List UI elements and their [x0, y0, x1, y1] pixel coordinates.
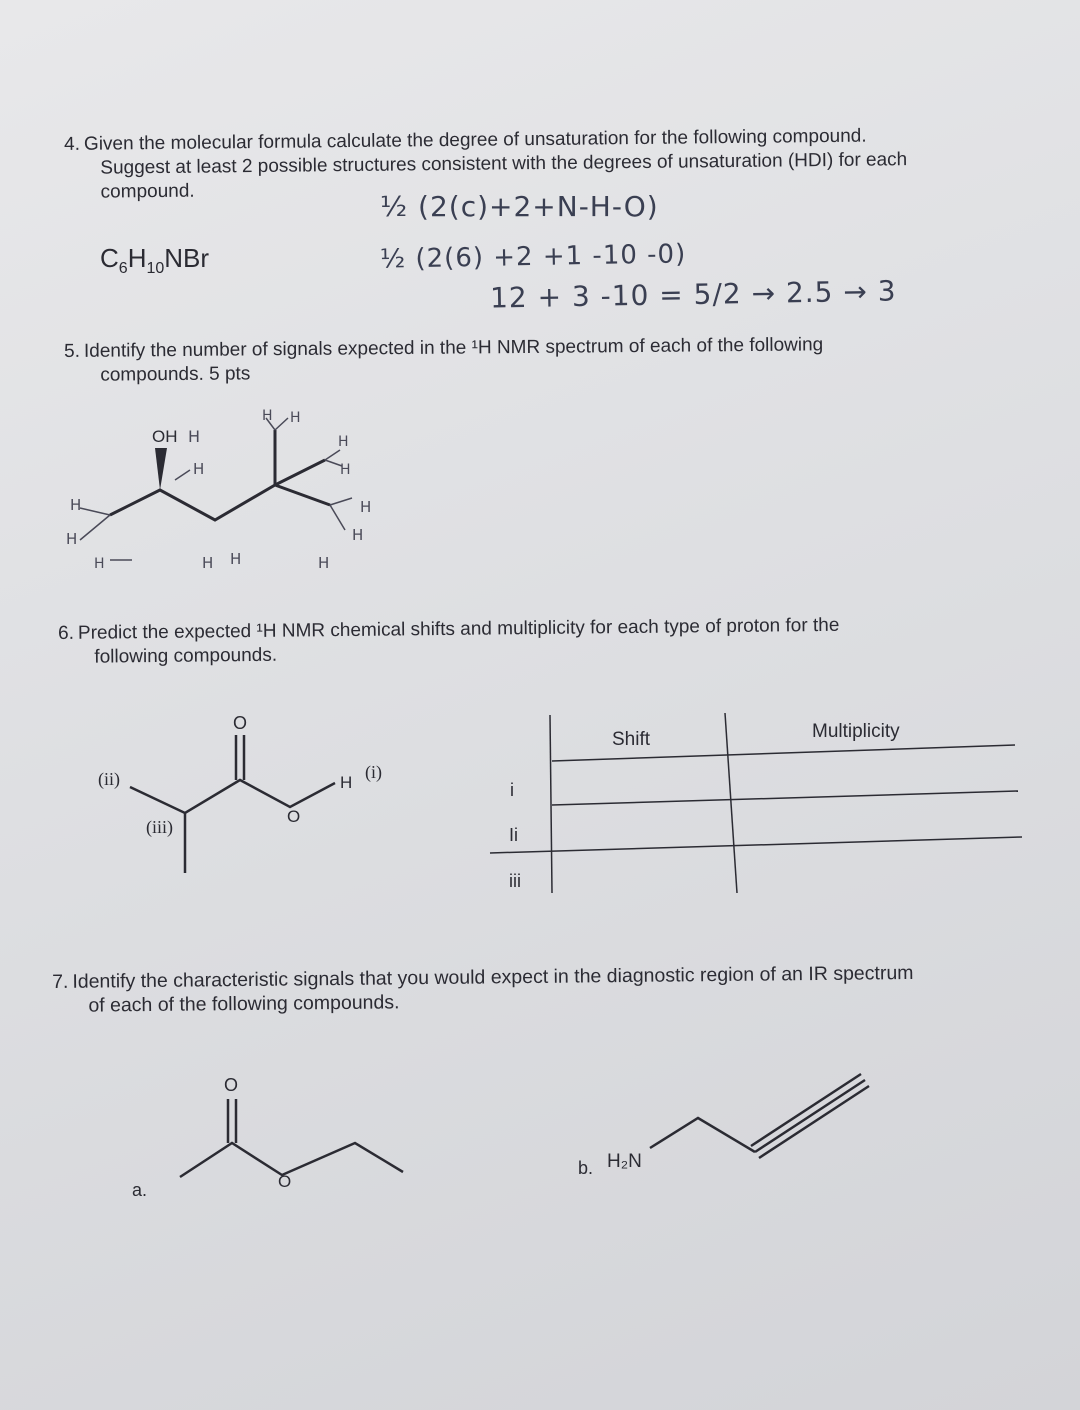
oh-label: OH: [152, 427, 178, 446]
iii-label: (iii): [146, 817, 173, 837]
q7-structure-b: [570, 1060, 880, 1180]
handwriting-line2: ½ (2(6) +2 +1 -10 -0): [379, 239, 687, 275]
question-5-line2: compounds. 5 pts: [100, 363, 251, 386]
h-label: H: [94, 556, 105, 572]
h-label: H: [230, 550, 242, 568]
ester-o: O: [278, 1172, 292, 1191]
h-label: H: [338, 434, 349, 450]
h-label: H: [340, 773, 353, 792]
question-6-line1: Predict the expected ¹H NMR chemical shifts and multiplicity for each type of proton for the: [77, 614, 840, 644]
question-5: [64, 332, 984, 388]
shift-header: Shift: [612, 729, 651, 750]
question-6-number: 6.: [58, 622, 75, 644]
a-label: a.: [132, 1180, 148, 1200]
multiplicity-header: Multiplicity: [812, 721, 900, 742]
h-label: H: [318, 554, 330, 572]
h-label: H: [70, 496, 82, 514]
row-label-ii: Ii: [509, 825, 518, 845]
question-4-line2: Suggest at least 2 possible structures consistent with the degrees of unsaturation (HDI) for each: [100, 149, 908, 179]
h-label: H: [360, 498, 372, 516]
h-label: H: [66, 530, 78, 548]
h-label: H: [202, 554, 214, 572]
handwriting-line1: ½ (2(c)+2+N-H-O): [380, 190, 659, 223]
h-label: H: [290, 410, 301, 426]
question-4-number: 4.: [64, 133, 81, 155]
carbonyl-o: O: [224, 1075, 239, 1095]
q5-structure: [0, 390, 420, 590]
question-6: [58, 612, 1018, 670]
question-7-number: 7.: [52, 970, 69, 993]
h-label: H: [262, 408, 273, 424]
q7-structure-a: [120, 1065, 420, 1205]
ii-label: (ii): [98, 769, 120, 789]
ester-o: O: [287, 807, 301, 826]
question-4-line1: Given the molecular formula calculate the degree of unsaturation for the following compound.: [83, 125, 867, 155]
h-label: H: [193, 460, 205, 478]
molecular-formula: $C_6H_{10}NBr$: [100, 243, 210, 278]
h-label: H: [340, 462, 351, 478]
question-5-number: 5.: [64, 340, 81, 362]
h-label: H: [352, 526, 364, 544]
question-7-line1: Identify the characteristic signals that you would expect in the diagnostic region of an IR spectrum: [72, 961, 914, 993]
question-7-line2: of each of the following compounds.: [88, 991, 400, 1017]
i-label: (i): [365, 762, 382, 782]
row-label-i: i: [510, 780, 514, 800]
q6-structure: [90, 705, 420, 885]
h-label: H: [188, 427, 201, 446]
b-label: b.: [578, 1158, 594, 1178]
row-label-iii: iii: [509, 871, 521, 891]
amine-label: H₂N: [607, 1151, 642, 1172]
question-4-line3: compound.: [100, 180, 195, 203]
nmr-table: [480, 705, 1030, 900]
handwriting-line3: 12 + 3 -10 = 5/2 → 2.5 → 3: [489, 274, 897, 315]
question-7: [52, 960, 1042, 1018]
carbonyl-o: O: [233, 713, 248, 733]
question-5-line1: Identify the number of signals expected in the ¹H NMR spectrum of each of the following: [83, 334, 824, 362]
question-6-line2: following compounds.: [94, 644, 278, 668]
